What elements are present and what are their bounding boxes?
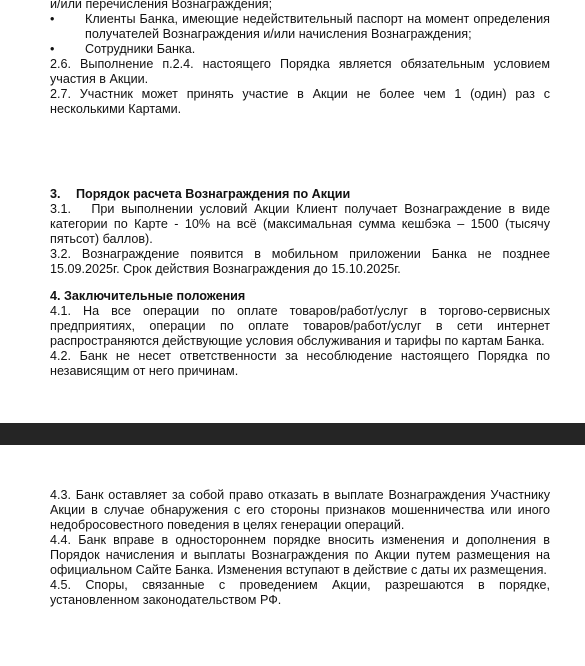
section-4 bbox=[50, 289, 550, 379]
paragraph-4-5: 4.5. Споры, связанные с проведением Акции, разрешаются в порядке, установленном законодательством РФ. bbox=[50, 578, 550, 607]
section-3 bbox=[50, 187, 554, 277]
paragraph-continuation: и/или перечисления Вознаграждения; bbox=[50, 0, 273, 11]
paragraph-2-6: 2.6. Выполнение п.2.4. настоящего Порядка является обязательным условием участия в Акции. bbox=[50, 57, 550, 86]
list-item bbox=[50, 42, 550, 57]
paragraph-4-2: 4.2. Банк не несет ответственности за несоблюдение настоящего Порядка по независящим от него причинам. bbox=[50, 349, 550, 378]
section-3-title: Порядок расчета Вознаграждения по Акции bbox=[76, 187, 351, 201]
paragraph-4-4: 4.4. Банк вправе в одностороннем порядке вносить изменения и дополнения в Порядок начисления и выплаты Вознаграждения по Акции путем размещения на официальном Сайте Банка. Изменения вступают в действие с даты их размещения. bbox=[50, 533, 550, 577]
section-3-number: 3. bbox=[50, 187, 61, 201]
paragraph-3-2: 3.2. Вознаграждение появится в мобильном приложении Банка не позднее 15.09.2025г. Срок действия Вознаграждения до 15.10.2025г. bbox=[50, 247, 550, 276]
list-item-text: Сотрудники Банка. bbox=[85, 42, 196, 56]
section-4-heading: 4. Заключительные положения bbox=[50, 289, 246, 303]
paragraph-2-7: 2.7. Участник может принять участие в Акции не более чем 1 (один) раз с несколькими Картами. bbox=[50, 87, 550, 116]
page-1-top-text bbox=[50, 0, 550, 117]
bullet-icon: • bbox=[50, 12, 55, 26]
list-item bbox=[50, 12, 550, 42]
page-divider bbox=[0, 423, 585, 445]
bullet-icon: • bbox=[50, 42, 55, 56]
paragraph-3-1: 3.1. При выполнении условий Акции Клиент получает Вознаграждение в виде категории по Карте - 10% на всё (максимальная сумма кешбэка – 1500 (тысячу пятьсот) баллов). bbox=[50, 202, 554, 246]
page-2-text bbox=[50, 488, 550, 608]
section-3-heading bbox=[50, 187, 550, 202]
list-item-text: Клиенты Банка, имеющие недействительный паспорт на момент определения получателей Вознаграждения и/или начисления Вознаграждения; bbox=[85, 12, 550, 41]
paragraph-4-3: 4.3. Банк оставляет за собой право отказать в выплате Вознаграждения Участнику Акции в случае обнаружения с его стороны признаков мошенничества или иного недобросовестного поведения в целях генерации операций. bbox=[50, 488, 550, 532]
paragraph-4-1: 4.1. На все операции по оплате товаров/работ/услуг в торгово-сервисных предприятиях, операции по оплате товаров/работ/услуг в сети интернет распространяются действующие условия обслуживания и тарифы по картам Банка. bbox=[50, 304, 550, 348]
